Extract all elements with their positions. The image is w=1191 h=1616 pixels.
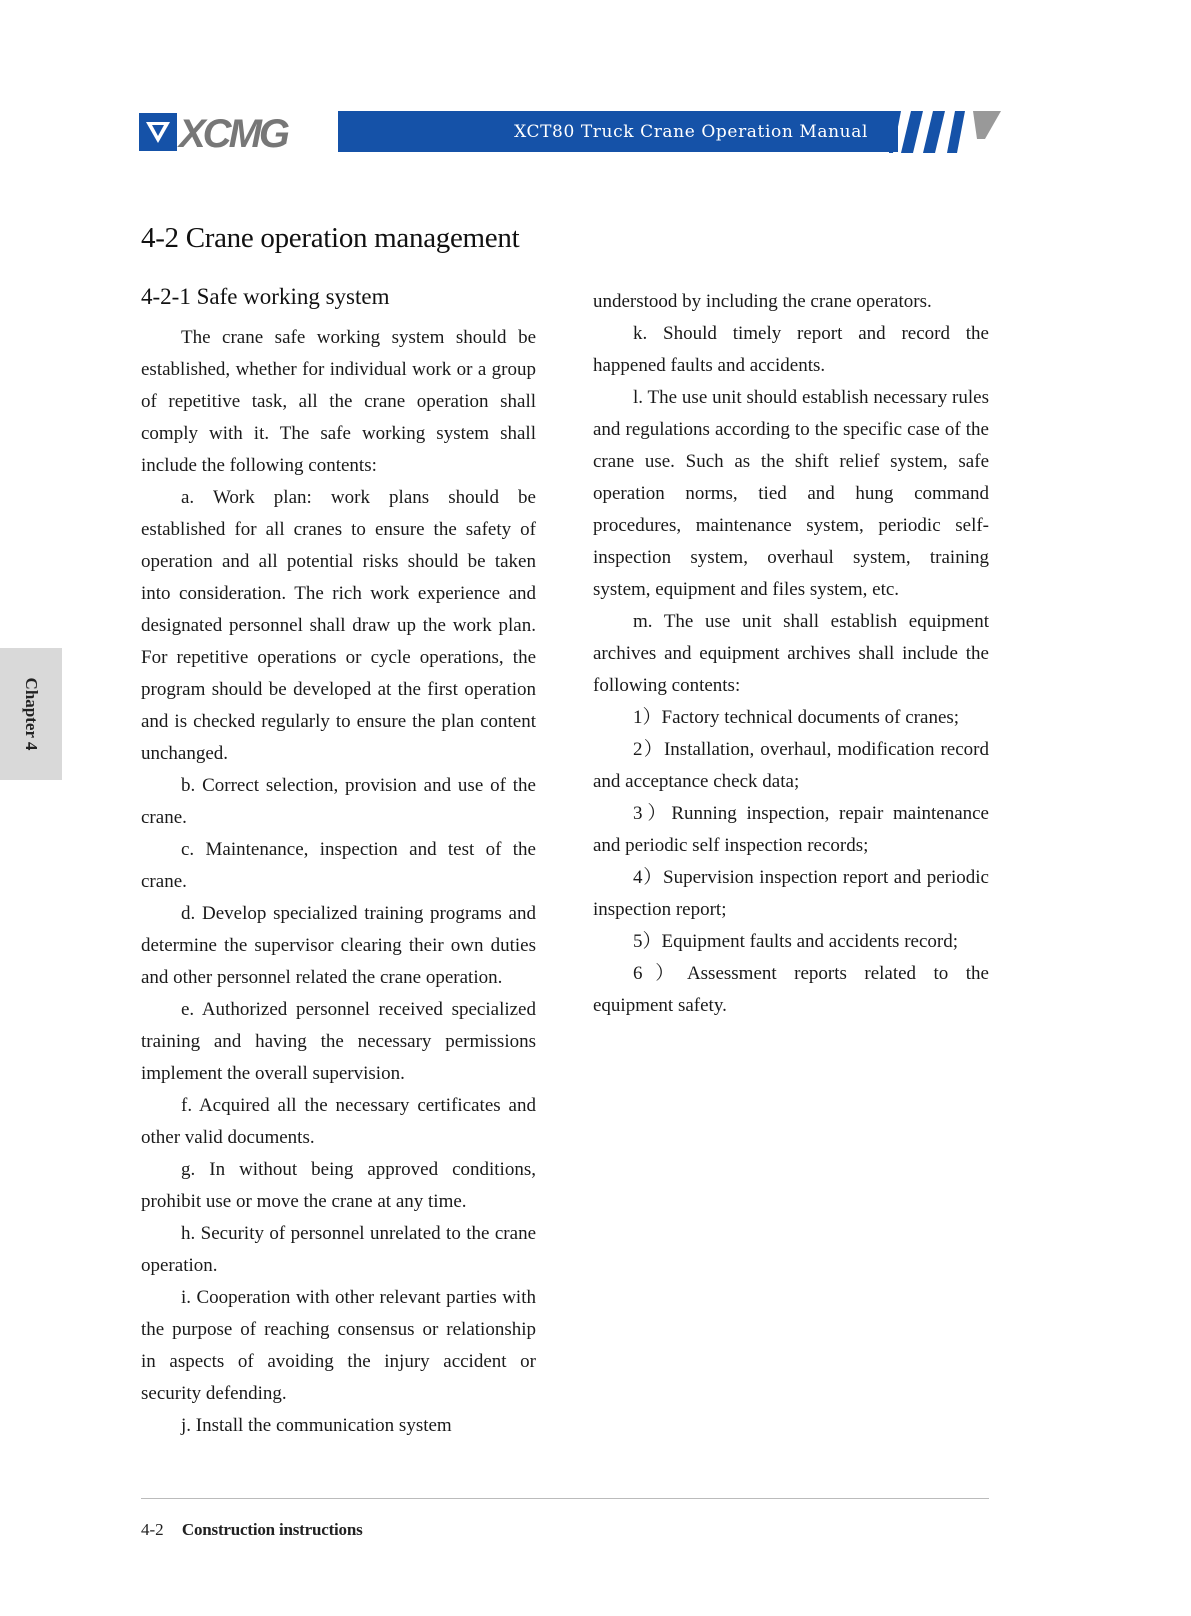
- list-item: 3）Running inspection, repair maintenance and periodic self inspection records;: [593, 803, 989, 856]
- manual-title: XCT80 Truck Crane Operation Manual: [514, 121, 868, 142]
- page-footer: [141, 1520, 363, 1540]
- chapter-label: Chapter 4: [22, 677, 41, 751]
- svg-text:XCMG: XCMG: [179, 112, 287, 153]
- paragraph: m. The use unit shall establish equipment archives and equipment archives shall include the following contents:: [593, 611, 989, 696]
- list-item: 4）Supervision inspection report and periodic inspection report;: [593, 867, 989, 920]
- paragraph: d. Develop specialized training programs and determine the supervisor clearing their own duties and other personnel related the crane operation.: [141, 903, 536, 988]
- paragraph: g. In without being approved conditions, prohibit use or move the crane at any time.: [141, 1159, 536, 1212]
- xcmg-logo: [139, 111, 327, 153]
- paragraph: b. Correct selection, provision and use of the crane.: [141, 775, 536, 828]
- paragraph: l. The use unit should establish necessary rules and regulations according to the specific case of the crane use. Such as the shift relief system, safe operation norms, tied and hung command procedures, maintenance system, periodic self-inspection system, overhaul system, training system, equipment and files system, etc.: [593, 387, 989, 600]
- paragraph: k. Should timely report and record the happened faults and accidents.: [593, 323, 989, 376]
- paragraph-continuation: understood by including the crane operators.: [593, 291, 932, 312]
- page-number: 4-2: [141, 1520, 164, 1539]
- paragraph: e. Authorized personnel received specialized training and having the necessary permissions implement the overall supervision.: [141, 999, 536, 1084]
- page-header: [139, 111, 1001, 153]
- paragraph: f. Acquired all the necessary certificates and other valid documents.: [141, 1095, 536, 1148]
- section-title: 4-2 Crane operation management: [141, 222, 520, 254]
- left-column: [141, 322, 536, 1442]
- list-item: 6）Assessment reports related to the equipment safety.: [593, 963, 989, 1016]
- chapter-tab: [0, 648, 62, 780]
- paragraph: i. Cooperation with other relevant parties with the purpose of reaching consensus or relationship in aspects of avoiding the injury accident or security defending.: [141, 1287, 536, 1404]
- decorative-stripes: [889, 111, 1001, 153]
- paragraph: a. Work plan: work plans should be established for all cranes to ensure the safety of operation and all potential risks should be taken into consideration. The rich work experience and designated personnel shall draw up the work plan. For repetitive operations or cycle operations, the program should be developed at the first operation and is checked regularly to ensure the plan content unchanged.: [141, 487, 536, 764]
- list-item: 1）Factory technical documents of cranes;: [633, 707, 960, 728]
- footer-divider: [141, 1498, 989, 1499]
- list-item: 5）Equipment faults and accidents record;: [633, 931, 959, 952]
- paragraph: The crane safe working system should be established, whether for individual work or a group of repetitive task, all the crane operation shall comply with it. The safe working system shall include the following contents:: [141, 327, 536, 476]
- subsection-title: 4-2-1 Safe working system: [141, 284, 390, 309]
- right-column: [593, 286, 989, 1022]
- paragraph: h. Security of personnel unrelated to the crane operation.: [141, 1223, 536, 1276]
- paragraph: j. Install the communication system: [181, 1415, 452, 1436]
- footer-title: Construction instructions: [181, 1520, 363, 1539]
- paragraph: c. Maintenance, inspection and test of the crane.: [141, 839, 536, 892]
- list-item: 2）Installation, overhaul, modification record and acceptance check data;: [593, 739, 989, 792]
- manual-title-bar: [338, 111, 898, 152]
